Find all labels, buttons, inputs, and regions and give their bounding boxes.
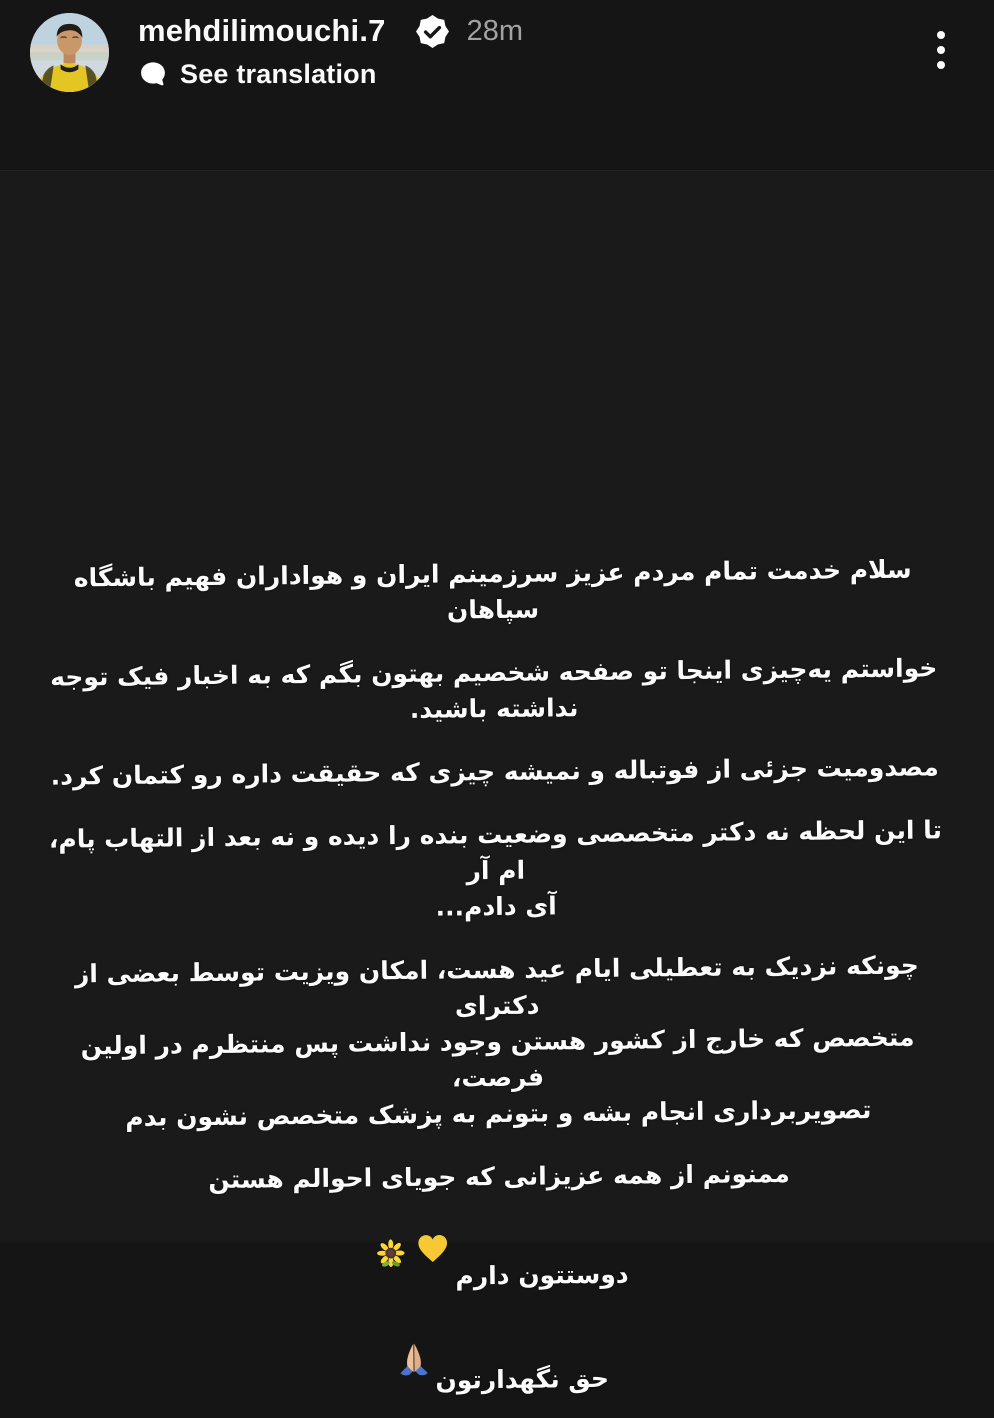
story-paragraph-intro: خواستم یه‌چیزی اینجا تو صفحه شخصیم بهتون بگم که به اخبار فیک توجه نداشته باشید.	[49, 653, 938, 724]
story-line-thanks: ممنونم از همه عزیزانی که جویای احوالم هستن	[208, 1158, 790, 1195]
see-translation-button[interactable]	[139, 57, 377, 91]
username[interactable]: mehdilimouchi.7	[138, 13, 386, 48]
story-line-love	[44, 1190, 955, 1308]
timestamp: 28m	[466, 14, 524, 47]
more-options-button[interactable]	[933, 27, 949, 73]
yellow-heart-icon	[416, 1196, 451, 1302]
story-signoff	[44, 1154, 957, 1418]
verified-badge-icon	[416, 15, 449, 48]
avatar-photo	[30, 13, 109, 92]
sunflower-icon	[376, 1202, 407, 1304]
ellipsis-dot	[937, 31, 945, 39]
ellipsis-dot	[937, 46, 945, 54]
story-text	[38, 551, 957, 1417]
story-header	[0, 0, 994, 170]
love-text: دوستتون دارم	[455, 1259, 629, 1291]
avatar[interactable]	[30, 13, 109, 92]
username-row	[138, 11, 523, 51]
story-paragraph-holidays: چونکه نزدیک به تعطیلی ایام عید هست، امکان ویزیت توسط بعضی از دکترای متخصص که خارج از کشور هستن وجود نداشت پس منتظرم در اولین فرصت، تصویربرداری انجام بشه و بتونم به پزشک متخصص نشون بدم	[74, 950, 919, 1132]
ellipsis-dot	[937, 61, 945, 69]
farewell-text: حق نگهدارتون	[435, 1363, 610, 1395]
praying-hands-icon	[395, 1304, 434, 1414]
see-translation-label: See translation	[180, 58, 377, 89]
translation-bubble-icon	[139, 60, 167, 88]
story-paragraph-greeting: سلام خدمت تمام مردم عزیز سرزمینم ایران و هواداران فهیم باشگاه سپاهان	[73, 554, 912, 625]
story-paragraph-doctor: تا این لحظه نه دکتر متخصصی وضعیت بنده را دیده و نه بعد از التهاب پام، ام آر آی دادم...	[48, 815, 943, 922]
story-paragraph-injury: مصدومیت جزئی از فوتباله و نمیشه چیزی که حقیقت داره رو کتمان کرد.	[50, 752, 939, 791]
story-line-farewell	[45, 1298, 956, 1418]
